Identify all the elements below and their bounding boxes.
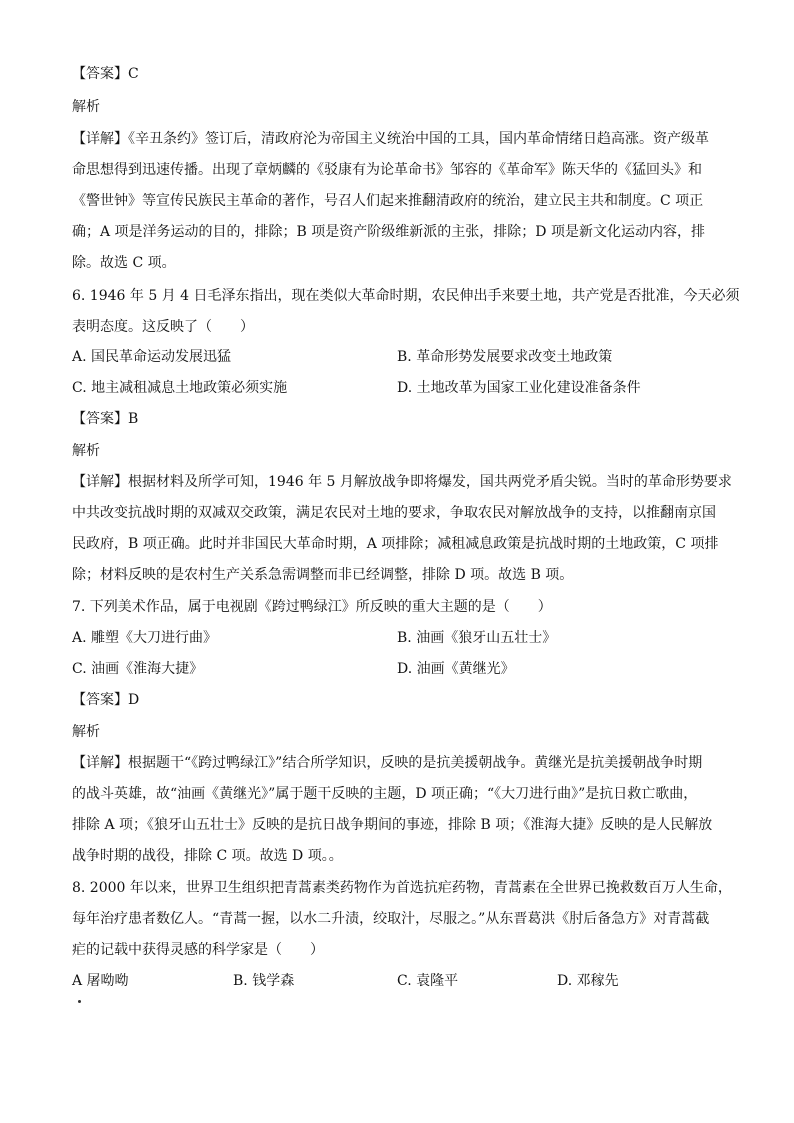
q7-analysis-heading: 解析 (72, 724, 100, 740)
q5-detail-line: 【详解】《辛丑条约》签订后，清政府沦为帝国主义统治中国的工具，国内革命情绪日趋高涨。资产级革 (72, 131, 709, 147)
q8-option-b: B. 钱学森 (233, 973, 295, 989)
q6-stem-line: 6. 1946 年 5 月 4 日毛泽东指出，现在类似大革命时期，农民伸出手来要土地，共产党是否批准，今天必须 (72, 288, 740, 304)
q7-detail-line: 【详解】根据题干“《跨过鸭绿江》”结合所学知识，反映的是抗美援朝战争。黄继光是抗美援朝战争时期 (72, 755, 703, 771)
q6-detail-line: 【详解】根据材料及所学可知，1946 年 5 月解放战争即将爆发，国共两党矛盾尖锐。当时的革命形势要求 (72, 474, 732, 490)
q6-detail-line: 民政府，B 项正确。此时并非国民大革命时期，A 项排除；减租减息政策是抗战时期的土地政策，C 项排 (72, 536, 719, 552)
q7-option-a: A. 雕塑《大刀进行曲》 (72, 630, 218, 646)
q5-detail-line: 确；A 项是洋务运动的目的，排除；B 项是资产阶级维新派的主张，排除；D 项是新文化运动内容，排 (72, 224, 705, 240)
q8-stem-line: 疟的记载中获得灵感的科学家是（ ） (72, 942, 324, 958)
q5-detail-line: 除。故选 C 项。 (72, 255, 176, 271)
q6-option-b: B. 革命形势发展要求改变土地政策 (397, 349, 613, 365)
q6-stem-line: 表明态度。这反映了（ ） (72, 319, 254, 335)
q7-option-d: D. 油画《黄继光》 (397, 661, 515, 677)
q5-detail-line: 《警世钟》等宣传民族民主革命的著作，号召人们起来推翻清政府的统治，建立民主共和制度。C 项正 (72, 193, 704, 209)
q8-option-c: C. 袁隆平 (397, 973, 459, 989)
q6-detail-line: 除；材料反映的是农村生产关系急需调整而非已经调整，排除 D 项。故选 B 项。 (72, 567, 574, 583)
q7-detail-line: 战争时期的战役，排除 C 项。故选 D 项。。 (72, 848, 343, 864)
q6-option-c: C. 地主减租减息土地政策必须实施 (72, 380, 288, 396)
q7-option-c: C. 油画《淮海大捷》 (72, 661, 204, 677)
q8-stem-line: 8. 2000 年以来，世界卫生组织把青蒿素类药物作为首选抗疟药物，青蒿素在全世界已挽救数百万人生命， (72, 880, 732, 896)
q7-answer: 【答案】D (72, 692, 140, 708)
q6-detail-line: 中共改变抗战时期的双减双交政策，满足农民对土地的要求，争取农民对解放战争的支持，以推翻南京国 (72, 505, 716, 521)
q6-analysis-heading: 解析 (72, 443, 100, 459)
q5-analysis-heading: 解析 (72, 99, 100, 115)
q5-answer: 【答案】C (72, 66, 139, 82)
q7-option-b: B. 油画《狼牙山五壮士》 (397, 630, 557, 646)
q6-answer: 【答案】B (72, 411, 139, 427)
q7-detail-line: 排除 A 项；《狼牙山五壮士》反映的是抗日战争期间的事迹，排除 B 项；《淮海大捷》反映的是人民解放 (72, 817, 713, 833)
q8-option-d: D. 邓稼先 (557, 973, 619, 989)
q6-option-a: A. 国民革命运动发展迅猛 (72, 349, 232, 365)
q8-option-a: A 屠呦呦 (72, 973, 129, 989)
q5-detail-line: 命思想得到迅速传播。出现了章炳麟的《驳康有为论革命书》邹容的《革命军》陈天华的《猛回头》和 (72, 162, 702, 178)
q8-stem-line: 每年治疗患者数亿人。“青蒿一握，以水二升渍，绞取汁，尽服之。”从东晋葛洪《肘后备急方》对青蒿截 (72, 911, 710, 927)
q7-stem-line: 7. 下列美术作品，属于电视剧《跨过鸭绿江》所反映的重大主题的是（ ） (72, 599, 552, 615)
q7-detail-line: 的战斗英雄，故“油画《黄继光》”属于题干反映的主题，D 项正确；“《大刀进行曲》”是抗日救亡歌曲， (72, 786, 698, 802)
stray-dot-mark (78, 1000, 81, 1003)
q6-option-d: D. 土地改革为国家工业化建设准备条件 (397, 380, 641, 396)
